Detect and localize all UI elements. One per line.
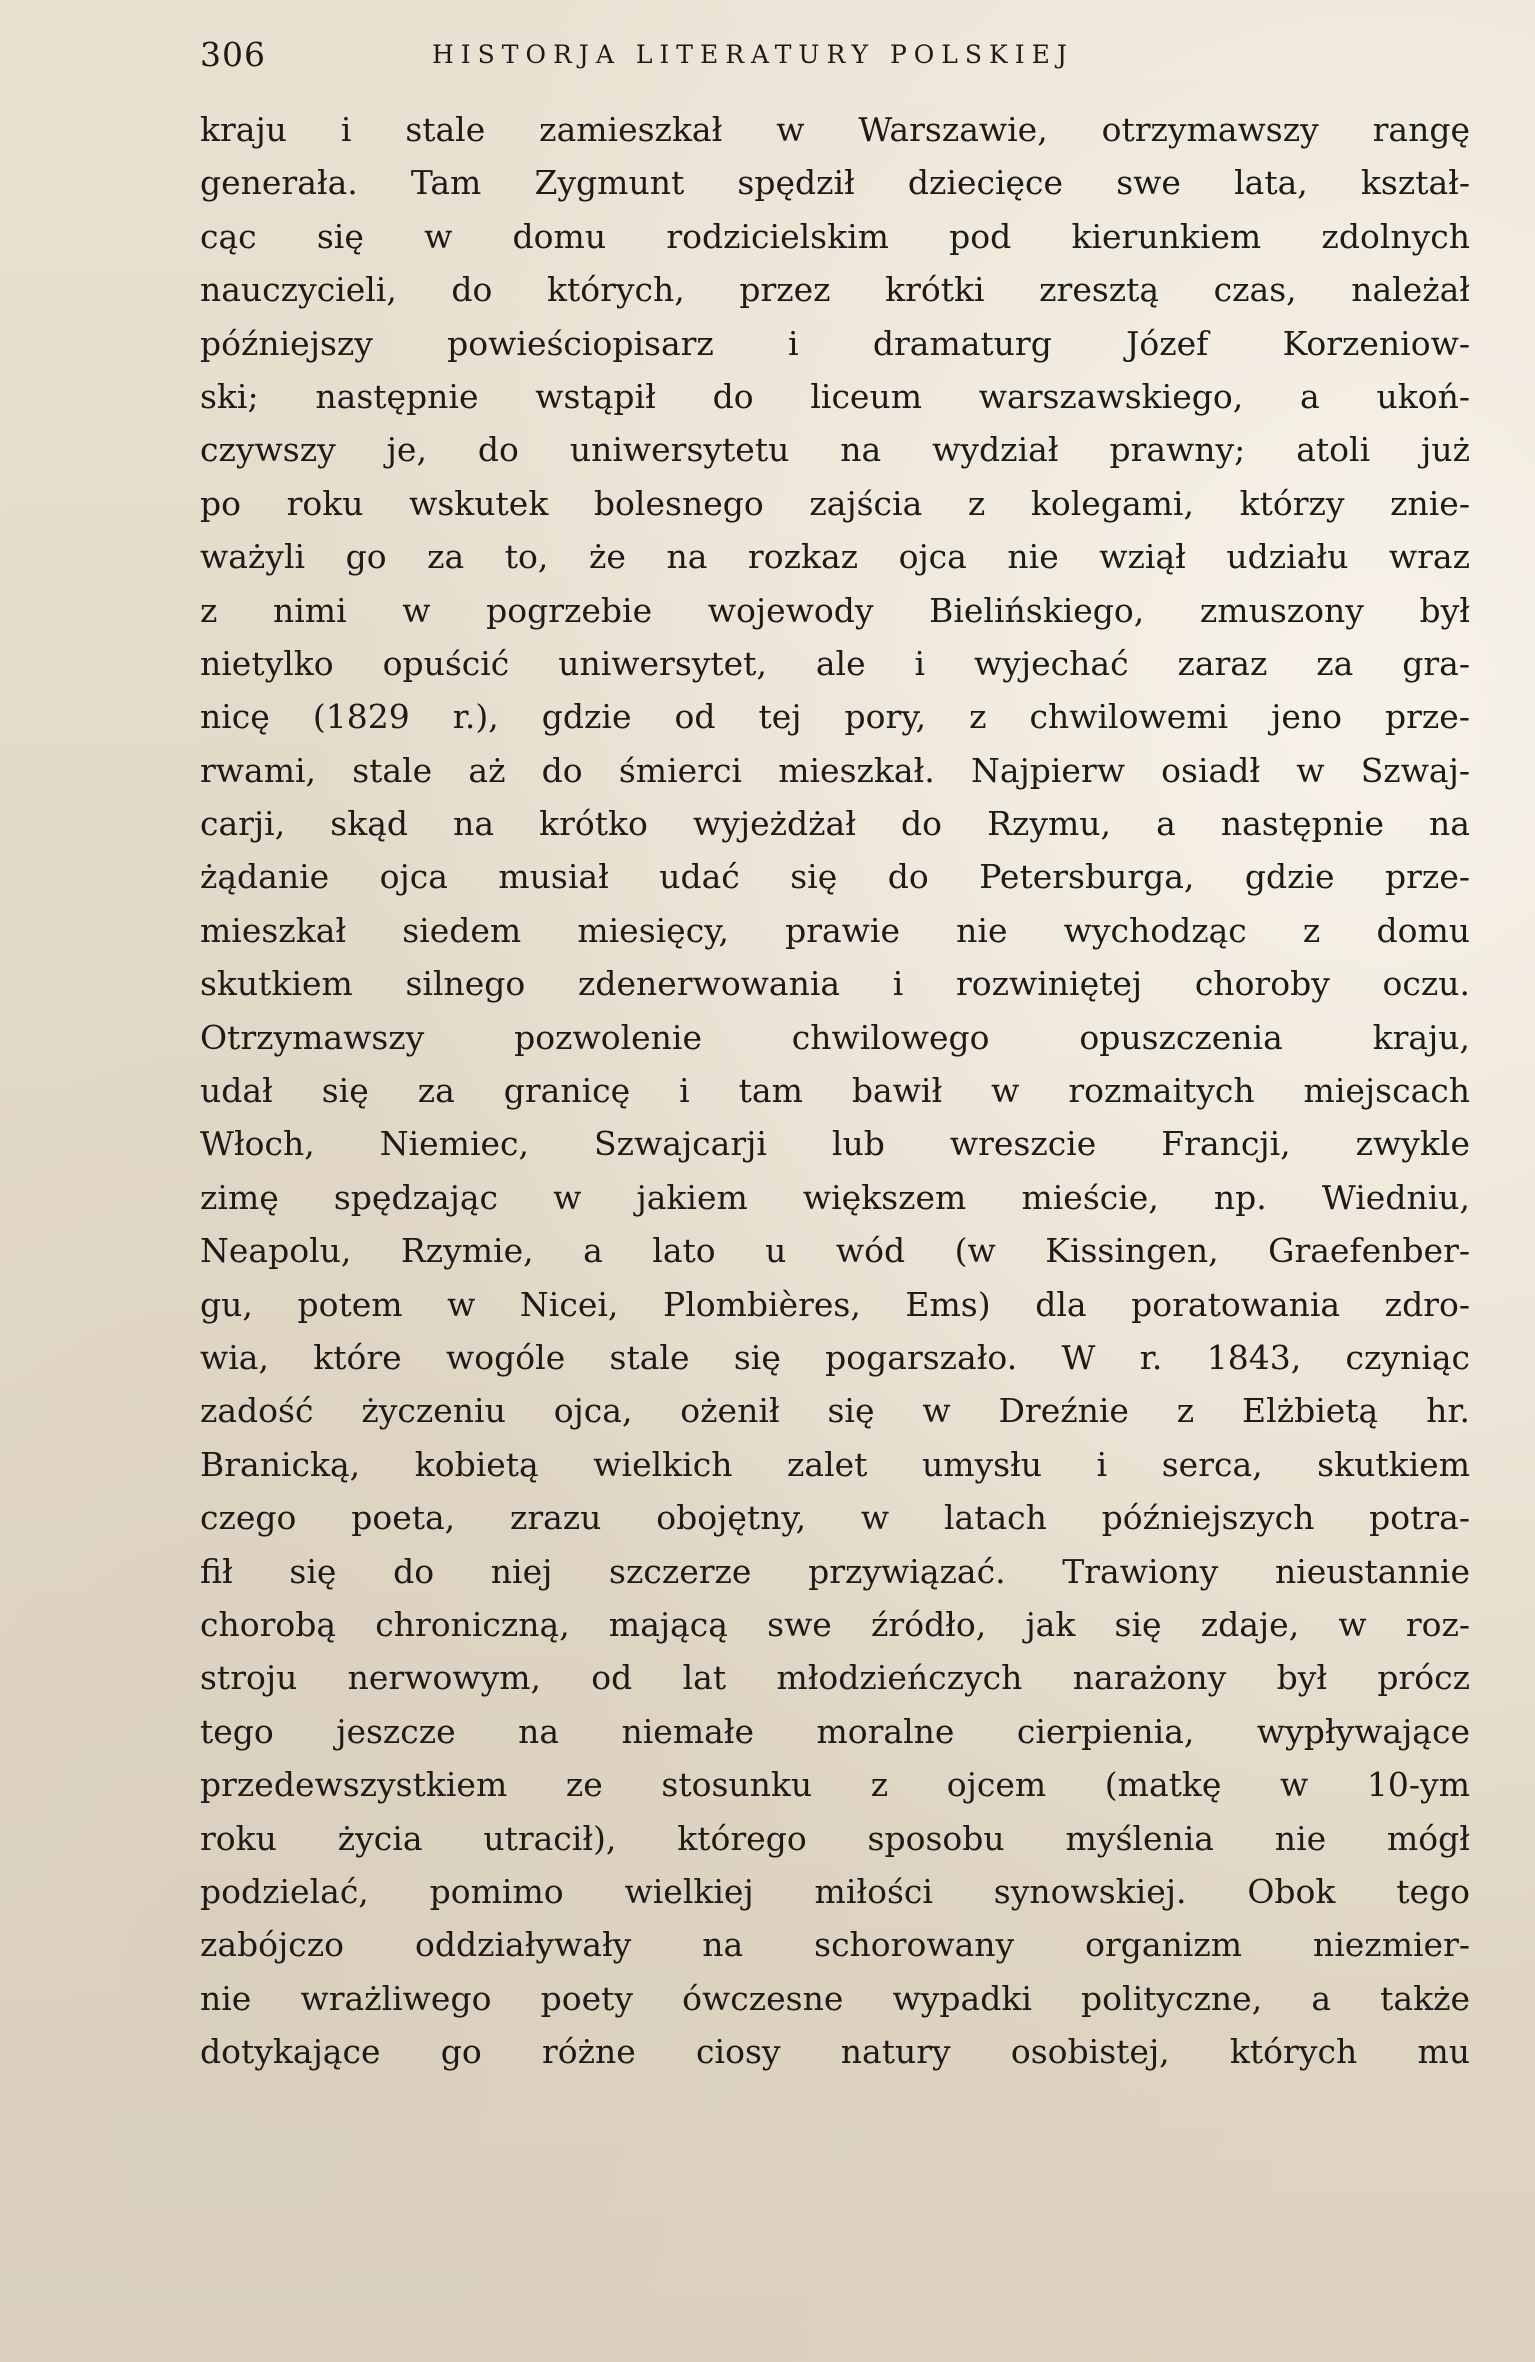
text-line: skutkiem silnego zdenerwowania i rozwiniętej choroby oczu. — [200, 964, 1470, 1004]
text-line: zabójczo oddziaływały na schorowany organizm niezmier- — [200, 1925, 1470, 1965]
text-line: nicę (1829 r.), gdzie od tej pory, z chwilowemi jeno prze- — [200, 697, 1470, 737]
page-number: 306 — [200, 35, 266, 74]
text-line: Branicką, kobietą wielkich zalet umysłu i serca, skutkiem — [200, 1444, 1470, 1484]
text-line: gu, potem w Nicei, Plombières, Ems) dla poratowania zdro- — [200, 1284, 1470, 1324]
text-line: zadość życzeniu ojca, ożenił się w Dreźnie z Elżbietą hr. — [200, 1391, 1470, 1431]
text-line: ważyli go za to, że na rozkaz ojca nie wziął udziału wraz — [200, 537, 1470, 577]
text-line: ski; następnie wstąpił do liceum warszawskiego, a ukoń- — [200, 376, 1470, 416]
text-line: z nimi w pogrzebie wojewody Bielińskiego, zmuszony był — [200, 590, 1470, 630]
text-line: wia, które wogóle stale się pogarszało. W r. 1843, czyniąc — [200, 1337, 1470, 1377]
text-line: Otrzymawszy pozwolenie chwilowego opuszczenia kraju, — [200, 1017, 1470, 1057]
text-line: żądanie ojca musiał udać się do Petersburga, gdzie prze- — [200, 857, 1470, 897]
running-head: HISTORJA LITERATURY POLSKIEJ — [432, 40, 1074, 69]
page-header — [200, 30, 1460, 80]
text-line: udał się za granicę i tam bawił w rozmaitych miejscach — [200, 1071, 1470, 1111]
text-line: roku życia utracił), którego sposobu myślenia nie mógł — [200, 1818, 1470, 1858]
text-line: stroju nerwowym, od lat młodzieńczych narażony był prócz — [200, 1658, 1470, 1698]
text-line: Włoch, Niemiec, Szwajcarji lub wreszcie Francji, zwykle — [200, 1124, 1470, 1164]
text-line: późniejszy powieściopisarz i dramaturg Józef Korzeniow- — [200, 323, 1470, 363]
text-line: carji, skąd na krótko wyjeżdżał do Rzymu, a następnie na — [200, 804, 1470, 844]
text-line: chorobą chroniczną, mającą swe źródło, jak się zdaje, w roz- — [200, 1604, 1470, 1644]
text-line: podzielać, pomimo wielkiej miłości synowskiej. Obok tego — [200, 1871, 1470, 1911]
text-line: rwami, stale aż do śmierci mieszkał. Najpierw osiadł w Szwaj- — [200, 750, 1470, 790]
text-line: nietylko opuścić uniwersytet, ale i wyjechać zaraz za gra- — [200, 643, 1470, 683]
text-line: mieszkał siedem miesięcy, prawie nie wychodząc z domu — [200, 910, 1470, 950]
text-line: Neapolu, Rzymie, a lato u wód (w Kissingen, Graefenber- — [200, 1231, 1470, 1271]
text-line: generała. Tam Zygmunt spędził dziecięce swe lata, kształ- — [200, 163, 1470, 203]
text-line: fił się do niej szczerze przywiązać. Trawiony nieustannie — [200, 1551, 1470, 1591]
text-line: nie wrażliwego poety ówczesne wypadki polityczne, a także — [200, 1978, 1470, 2018]
text-line: czywszy je, do uniwersytetu na wydział prawny; atoli już — [200, 430, 1470, 470]
text-line: po roku wskutek bolesnego zajścia z kolegami, którzy znie- — [200, 483, 1470, 523]
text-line: dotykające go różne ciosy natury osobistej, których mu — [200, 2032, 1470, 2072]
text-line: nauczycieli, do których, przez krótki zresztą czas, należał — [200, 270, 1470, 310]
text-line: tego jeszcze na niemałe moralne cierpienia, wypływające — [200, 1711, 1470, 1751]
text-line: zimę spędzając w jakiem większem mieście, np. Wiedniu, — [200, 1177, 1470, 1217]
body-text — [200, 103, 1470, 2078]
text-line: czego poeta, zrazu obojętny, w latach późniejszych potra- — [200, 1498, 1470, 1538]
text-line: przedewszystkiem ze stosunku z ojcem (matkę w 10-ym — [200, 1765, 1470, 1805]
text-line: cąc się w domu rodzicielskim pod kierunkiem zdolnych — [200, 216, 1470, 256]
text-line: kraju i stale zamieszkał w Warszawie, otrzymawszy rangę — [200, 110, 1470, 149]
